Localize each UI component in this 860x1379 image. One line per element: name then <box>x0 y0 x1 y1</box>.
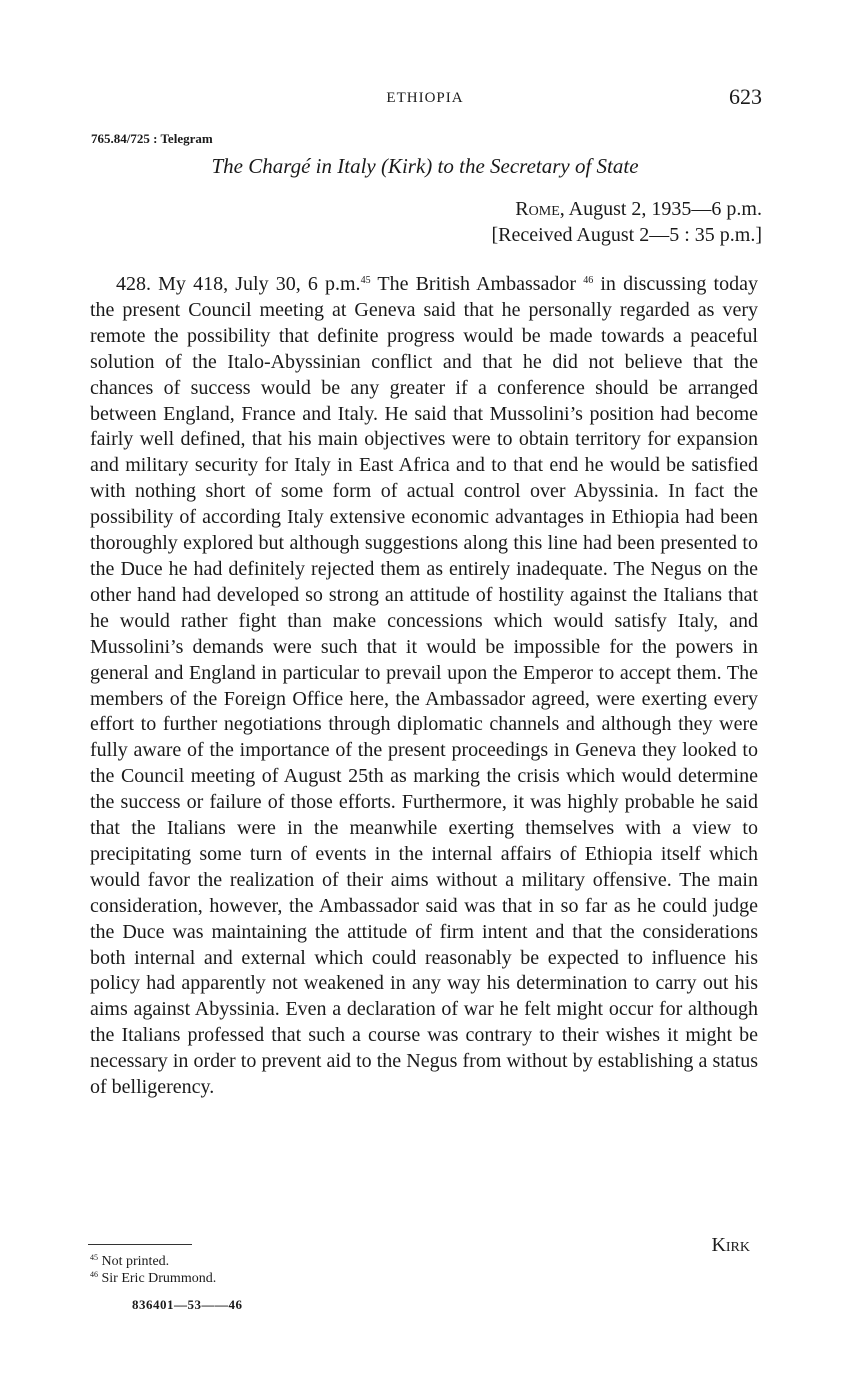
footnote-text: Not printed. <box>98 1254 170 1269</box>
dateline-sent-time: , August 2, 1935—6 p.m. <box>559 198 762 220</box>
body-part-2: in discussing today the present Council meeting at Geneva said that he personally regarded as very remote the possibility that definite progress would be made towards a peaceful solution of the Italo-Abyssinian conflict and that he did not believe that the chances of success would be any greater if a conference should be arranged between England, France and Italy. He said that Mussolini’s position had become fairly well defined, that his main objectives were to obtain territory for expansion and military security for Italy in East Africa and to that end he would be satisfied with nothing short of some form of actual control over Abyssinia. In fact the possibility of according Italy extensive economic advantages in Ethiopia had been thoroughly explored but although suggestions along this line had been presented to the Duce he had definitely rejected them as entirely inadequate. The Negus on the other hand had developed so strong an attitude of hostility against the Italians that he would rather fight than make concessions which would satisfy Italy, and Mussolini’s demands were such that it would be impossible for the powers in general and England in particular to prevail upon the Emperor to accept them. The members of the Foreign Office here, the Ambassador agreed, were exerting every effort to further negotiations through diplomatic channels and although they were fully aware of the importance of the present proceedings in Geneva they looked to the Council meeting of August 25th as marking the crisis which would determine the success or failure of those efforts. Furthermore, it was highly probable he said that the Italians were in the meanwhile exerting themselves with a view to precipitating some turn of events in the internal affairs of Ethiopia itself which would favor the realization of their aims without a military offensive. The main consideration, however, the Ambassador said was that in so far as he could judge the Duce was maintaining the attitude of firm intent and that the considerations both internal and external which could reasonably be expected to influence his policy had apparently not weakened in any way his determination to carry out his aims against Abyssinia. Even a declaration of war he felt might occur for although the Italians professed that such a course was contrary to their wishes it might be necessary in order to prevent aid to the Negus from without by establishing a status of belligerency. <box>90 273 758 1099</box>
footnote-45 <box>90 1254 169 1270</box>
document-title: The Chargé in Italy (Kirk) to the Secretary of State <box>211 154 639 178</box>
footnote-ref-46: 46 <box>583 275 594 286</box>
body-part-1: The British Ambassador <box>370 273 584 295</box>
footnote-46 <box>90 1271 216 1287</box>
dateline-sent <box>88 198 762 221</box>
body-lead: 428. My 418, July 30, 6 p.m. <box>116 273 361 295</box>
dateline-place: Rome <box>515 198 560 220</box>
dateline-received: [Received August 2—5 : 35 p.m.] <box>491 224 762 246</box>
footnote-marker: 45 <box>90 1253 98 1262</box>
footnote-divider <box>88 1244 192 1245</box>
running-title: ETHIOPIA <box>386 90 464 106</box>
signature: Kirk <box>711 1234 750 1256</box>
telegram-body <box>90 272 758 1101</box>
page-number: 623 <box>729 84 762 109</box>
running-head <box>88 84 762 112</box>
print-code: 836401—53——46 <box>132 1297 243 1312</box>
footnote-marker: 46 <box>90 1270 98 1279</box>
footnote-text: Sir Eric Drummond. <box>98 1271 217 1286</box>
footnote-ref-45: 45 <box>360 275 371 286</box>
file-reference: 765.84/725 : Telegram <box>91 131 213 146</box>
